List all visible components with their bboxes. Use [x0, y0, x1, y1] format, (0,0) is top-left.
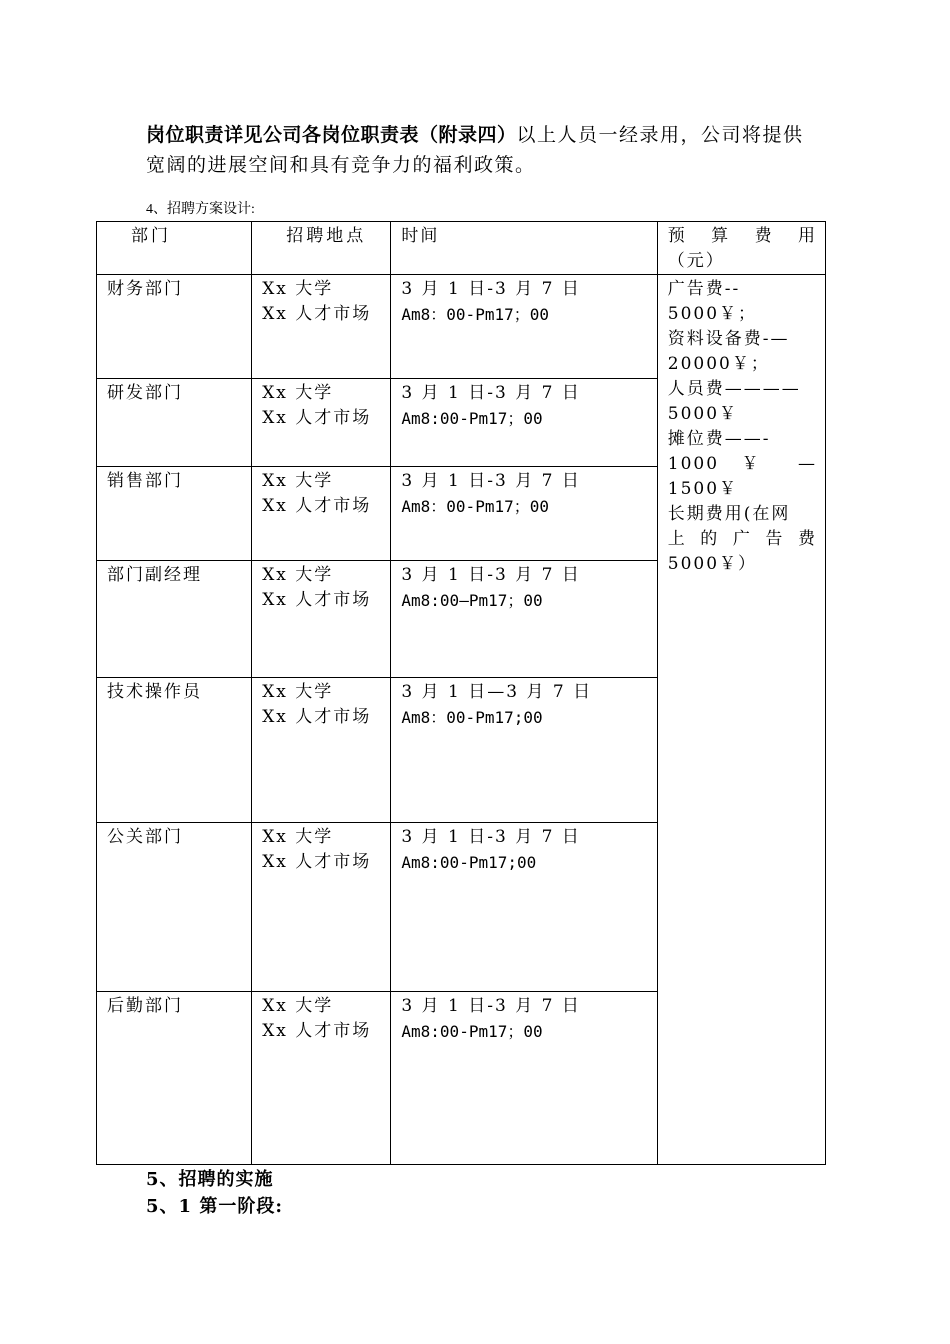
budget-line: 广告费--: [667, 279, 741, 299]
recruitment-plan-table: [96, 221, 826, 1165]
budget-line: 20000￥；: [667, 354, 770, 374]
budget-line: 5000￥: [667, 404, 739, 424]
table-row: [97, 275, 826, 379]
budget-line: 长期费用(在网: [667, 504, 791, 524]
header-budget: [657, 222, 825, 275]
header-time: 时间: [391, 222, 657, 275]
intro-bold-text: 岗位职责详见公司各岗位职责表（附录四）: [146, 124, 517, 146]
section-5-1-title: 5、1 第一阶段:: [146, 1196, 283, 1217]
row-date: 3 月 1 日—3 月 7 日: [401, 682, 593, 702]
row-date: 3 月 1 日-3 月 7 日: [401, 471, 581, 491]
row-location-2: Xx 人才市场: [262, 1021, 372, 1041]
header-budget-line2: （元）: [667, 251, 725, 271]
intro-paragraph: [146, 120, 811, 180]
row-dept: 财务部门: [107, 279, 183, 299]
row-dept: 研发部门: [107, 383, 183, 403]
row-location-2: Xx 人才市场: [262, 408, 372, 428]
row-dept: 后勤部门: [107, 996, 183, 1016]
row-hours: Am8:00-Pm17;00: [401, 853, 537, 872]
row-dept: 技术操作员: [107, 682, 202, 702]
section-4-title: 4、招聘方案设计:: [146, 202, 255, 217]
row-date: 3 月 1 日-3 月 7 日: [401, 279, 581, 299]
row-location-1: Xx 大学: [262, 383, 334, 403]
row-location-2: Xx 人才市场: [262, 852, 372, 872]
budget-cell: [657, 275, 825, 1165]
row-location-1: Xx 大学: [262, 471, 334, 491]
row-location-2: Xx 人才市场: [262, 590, 372, 610]
row-date: 3 月 1 日-3 月 7 日: [401, 827, 581, 847]
row-dept: 部门副经理: [107, 565, 202, 585]
row-hours: Am8:00-Pm17；00: [401, 1022, 543, 1041]
row-dept: 销售部门: [107, 471, 183, 491]
budget-line: 5000￥）: [667, 554, 758, 574]
row-hours: Am8：00-Pm17;00: [401, 708, 543, 727]
header-location: 招聘地点: [252, 222, 391, 275]
header-budget-line1: 预 算 费 用: [667, 226, 817, 246]
row-location-2: Xx 人才市场: [262, 496, 372, 516]
row-hours: Am8:00-Pm17；00: [401, 409, 543, 428]
row-location-2: Xx 人才市场: [262, 707, 372, 727]
row-hours: Am8：00-Pm17；00: [401, 305, 549, 324]
row-location-1: Xx 大学: [262, 565, 334, 585]
budget-line: 1500￥: [667, 479, 739, 499]
row-location-1: Xx 大学: [262, 827, 334, 847]
row-date: 3 月 1 日-3 月 7 日: [401, 565, 581, 585]
row-hours: Am8：00-Pm17；00: [401, 497, 549, 516]
budget-line: 资料设备费-—: [667, 329, 790, 349]
budget-line: 摊位费——-: [667, 429, 771, 449]
row-location-1: Xx 大学: [262, 996, 334, 1016]
row-date: 3 月 1 日-3 月 7 日: [401, 383, 581, 403]
budget-line: 上 的 广 告 费: [667, 529, 817, 549]
section-5-title: 5、招聘的实施: [146, 1169, 274, 1190]
header-dept: 部门: [97, 222, 252, 275]
budget-line: 人员费————: [667, 379, 801, 399]
row-location-2: Xx 人才市场: [262, 304, 372, 324]
row-dept: 公关部门: [107, 827, 183, 847]
budget-line: 5000￥；: [667, 304, 758, 324]
budget-line: 1000 ￥ —: [667, 454, 817, 474]
row-hours: Am8:00—Pm17；00: [401, 591, 543, 610]
intro-rest-text: 以上人员一经录用，公司将提供宽阔的进展空间和具有竞争力的福利政策。: [146, 124, 804, 176]
row-location-1: Xx 大学: [262, 279, 334, 299]
row-date: 3 月 1 日-3 月 7 日: [401, 996, 581, 1016]
table-header-row: [97, 222, 826, 275]
row-location-1: Xx 大学: [262, 682, 334, 702]
